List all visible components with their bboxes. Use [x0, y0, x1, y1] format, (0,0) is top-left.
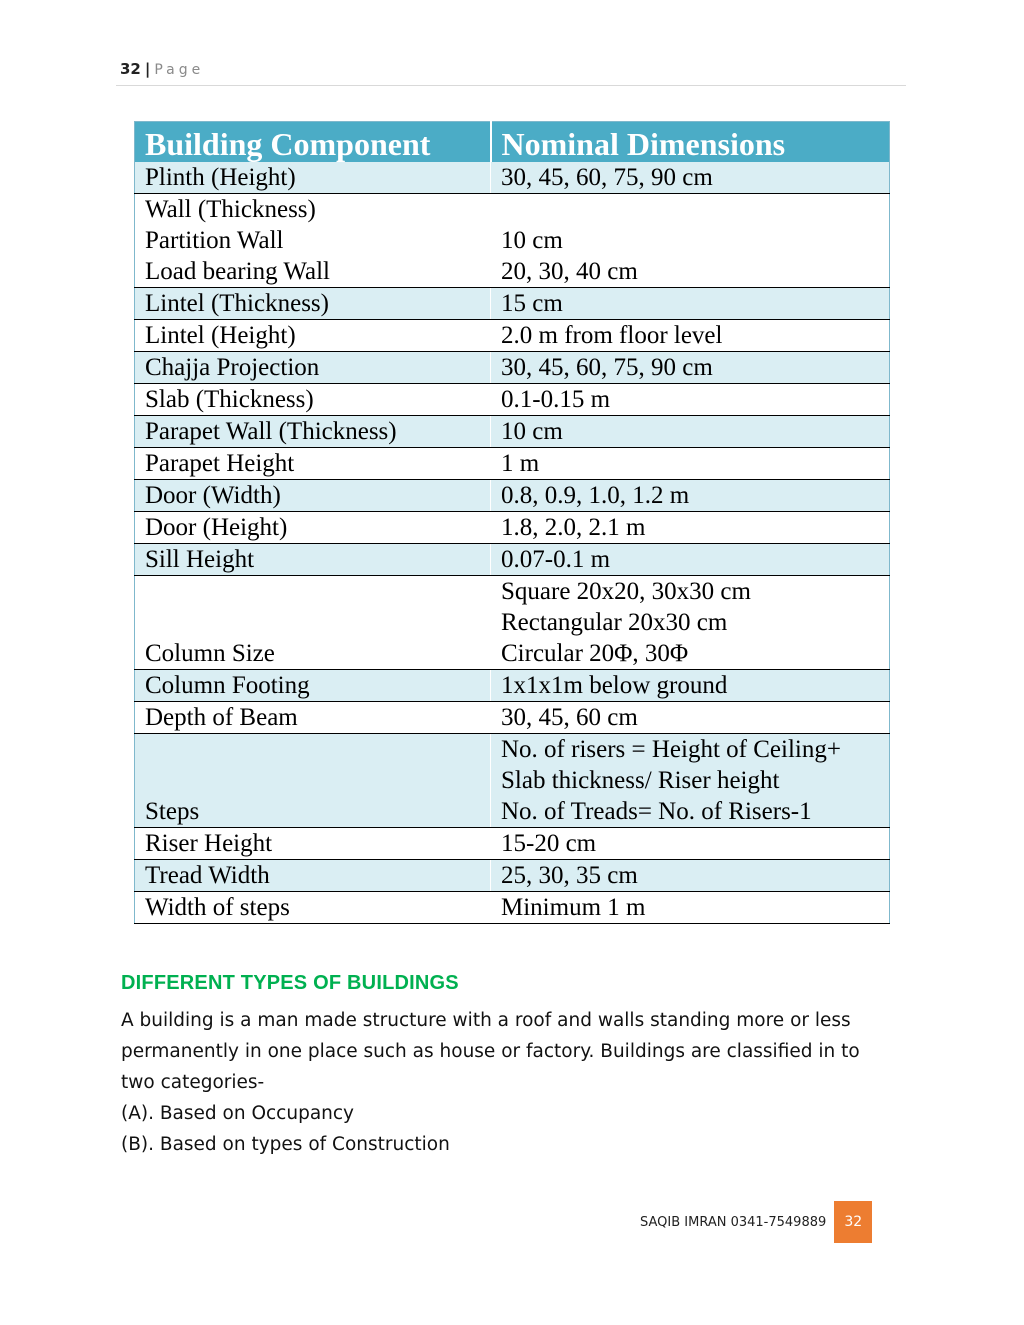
dimension-cell-line: 1 m [501, 450, 540, 477]
component-cell [135, 416, 491, 448]
dimension-cell [491, 828, 890, 860]
component-cell [135, 544, 491, 576]
dimension-cell-line: 2.0 m from floor level [501, 322, 723, 349]
dimension-cell-line: 25, 30, 35 cm [501, 862, 638, 889]
dimension-cell-line: No. of risers = Height of Ceiling+ [501, 736, 841, 763]
component-cell [135, 734, 491, 828]
paragraph-line: permanently in one place such as house or factory. Buildings are classified in to [121, 1041, 860, 1062]
table-row [135, 892, 890, 924]
table-row [135, 288, 890, 320]
table-row [135, 480, 890, 512]
dimension-cell [491, 892, 890, 924]
paragraph-line: two categories- [121, 1072, 265, 1093]
footer-author: SAQIB IMRAN 0341-7549889 [640, 1214, 827, 1230]
dimension-cell-line: Minimum 1 m [501, 894, 646, 921]
component-cell [135, 288, 491, 320]
component-cell [135, 384, 491, 416]
dimension-cell [491, 576, 890, 670]
dimension-cell-line: 30, 45, 60, 75, 90 cm [501, 354, 713, 381]
dimension-cell [491, 416, 890, 448]
table-header-dimensions: Nominal Dimensions [491, 122, 890, 163]
dimension-cell-line [501, 194, 879, 225]
component-cell [135, 892, 491, 924]
table-row [135, 734, 890, 828]
component-cell-line: Partition Wall [145, 227, 284, 254]
dimension-cell [491, 320, 890, 352]
component-cell [135, 576, 491, 670]
component-cell-line: Plinth (Height) [145, 164, 296, 191]
paragraph-line: (B). Based on types of Construction [121, 1134, 450, 1155]
dimension-cell [491, 544, 890, 576]
component-cell-line: Depth of Beam [145, 704, 298, 731]
component-cell [135, 448, 491, 480]
component-cell-line: Door (Height) [145, 514, 288, 541]
component-cell-line: Steps [145, 798, 200, 825]
component-cell [135, 702, 491, 734]
dimension-cell [491, 480, 890, 512]
dimension-cell-line: Rectangular 20x30 cm [501, 609, 728, 636]
table-row [135, 384, 890, 416]
table-row [135, 860, 890, 892]
dimension-cell-line: 15 cm [501, 290, 563, 317]
header-page-word: Page [154, 62, 205, 78]
dimension-cell-line: 30, 45, 60, 75, 90 cm [501, 164, 713, 191]
dimension-cell-line: 15-20 cm [501, 830, 597, 857]
table-row [135, 702, 890, 734]
component-cell-line: Sill Height [145, 546, 255, 573]
dimension-cell-line: 1x1x1m below ground [501, 672, 728, 699]
dimension-cell-line: 1.8, 2.0, 2.1 m [501, 514, 646, 541]
table-header-component: Building Component [135, 122, 491, 163]
dimension-cell [491, 860, 890, 892]
table-row [135, 512, 890, 544]
component-cell-line: Parapet Height [145, 450, 295, 477]
component-cell-line: Tread Width [145, 862, 270, 889]
table-row [135, 416, 890, 448]
cell-spacer [145, 734, 480, 765]
header-page-number: 32 [120, 60, 141, 78]
component-cell [135, 162, 491, 194]
table-row [135, 320, 890, 352]
dimension-cell [491, 702, 890, 734]
dimension-cell [491, 734, 890, 828]
component-cell-line: Chajja Projection [145, 354, 320, 381]
dimension-cell-line: Slab thickness/ Riser height [501, 767, 780, 794]
section-title: DIFFERENT TYPES OF BUILDINGS [121, 972, 459, 994]
component-cell-line: Lintel (Thickness) [145, 290, 329, 317]
dimension-cell-line: 10 cm [501, 418, 563, 445]
component-cell-line: Riser Height [145, 830, 273, 857]
component-cell [135, 512, 491, 544]
component-cell [135, 352, 491, 384]
dimension-cell-line: 30, 45, 60 cm [501, 704, 638, 731]
component-cell [135, 828, 491, 860]
page-header [120, 60, 906, 78]
dimension-cell-line: No. of Treads= No. of Risers-1 [501, 798, 812, 825]
component-cell [135, 670, 491, 702]
paragraph-line: (A). Based on Occupancy [121, 1103, 355, 1124]
cell-spacer [145, 765, 480, 796]
header-divider [116, 85, 906, 86]
table-body [135, 162, 890, 924]
table-row [135, 576, 890, 670]
component-cell [135, 480, 491, 512]
dimension-cell [491, 288, 890, 320]
dimension-cell [491, 384, 890, 416]
paragraph-line: A building is a man made structure with a roof and walls standing more or less [121, 1010, 851, 1031]
component-cell-line: Slab (Thickness) [145, 386, 314, 413]
dimension-cell-line: 10 cm [501, 227, 563, 254]
table-row [135, 352, 890, 384]
component-cell [135, 320, 491, 352]
table-row [135, 194, 890, 288]
component-cell [135, 194, 491, 288]
table-row [135, 670, 890, 702]
dimension-cell-line: 0.07-0.1 m [501, 546, 611, 573]
header-separator: | [144, 60, 151, 78]
table-row [135, 544, 890, 576]
cell-spacer [145, 607, 480, 638]
table-row [135, 828, 890, 860]
dimension-cell [491, 448, 890, 480]
component-cell-line: Parapet Wall (Thickness) [145, 418, 397, 445]
dimensions-table [134, 121, 890, 924]
section-paragraph [121, 1005, 911, 1160]
dimension-cell-line: 0.1-0.15 m [501, 386, 611, 413]
page-footer [640, 1201, 872, 1243]
dimension-cell-line: 20, 30, 40 cm [501, 258, 638, 285]
dimension-cell-line: Square 20x20, 30x30 cm [501, 578, 751, 605]
component-cell-line: Door (Width) [145, 482, 281, 509]
cell-spacer [145, 576, 480, 607]
dimension-cell [491, 352, 890, 384]
dimension-cell-line: Circular 20Φ, 30Φ [501, 640, 689, 667]
component-cell-line: Lintel (Height) [145, 322, 296, 349]
table-row [135, 162, 890, 194]
component-cell [135, 860, 491, 892]
dimension-cell [491, 194, 890, 288]
component-cell-line: Column Footing [145, 672, 310, 699]
dimension-cell [491, 670, 890, 702]
component-cell-line: Width of steps [145, 894, 290, 921]
component-cell-line: Wall (Thickness) [145, 196, 316, 223]
table-row [135, 448, 890, 480]
dimension-cell [491, 162, 890, 194]
footer-page-badge: 32 [834, 1201, 872, 1243]
component-cell-line: Column Size [145, 640, 275, 667]
component-cell-line: Load bearing Wall [145, 258, 330, 285]
dimension-cell-line: 0.8, 0.9, 1.0, 1.2 m [501, 482, 690, 509]
dimension-cell [491, 512, 890, 544]
table-header-row [135, 122, 890, 163]
